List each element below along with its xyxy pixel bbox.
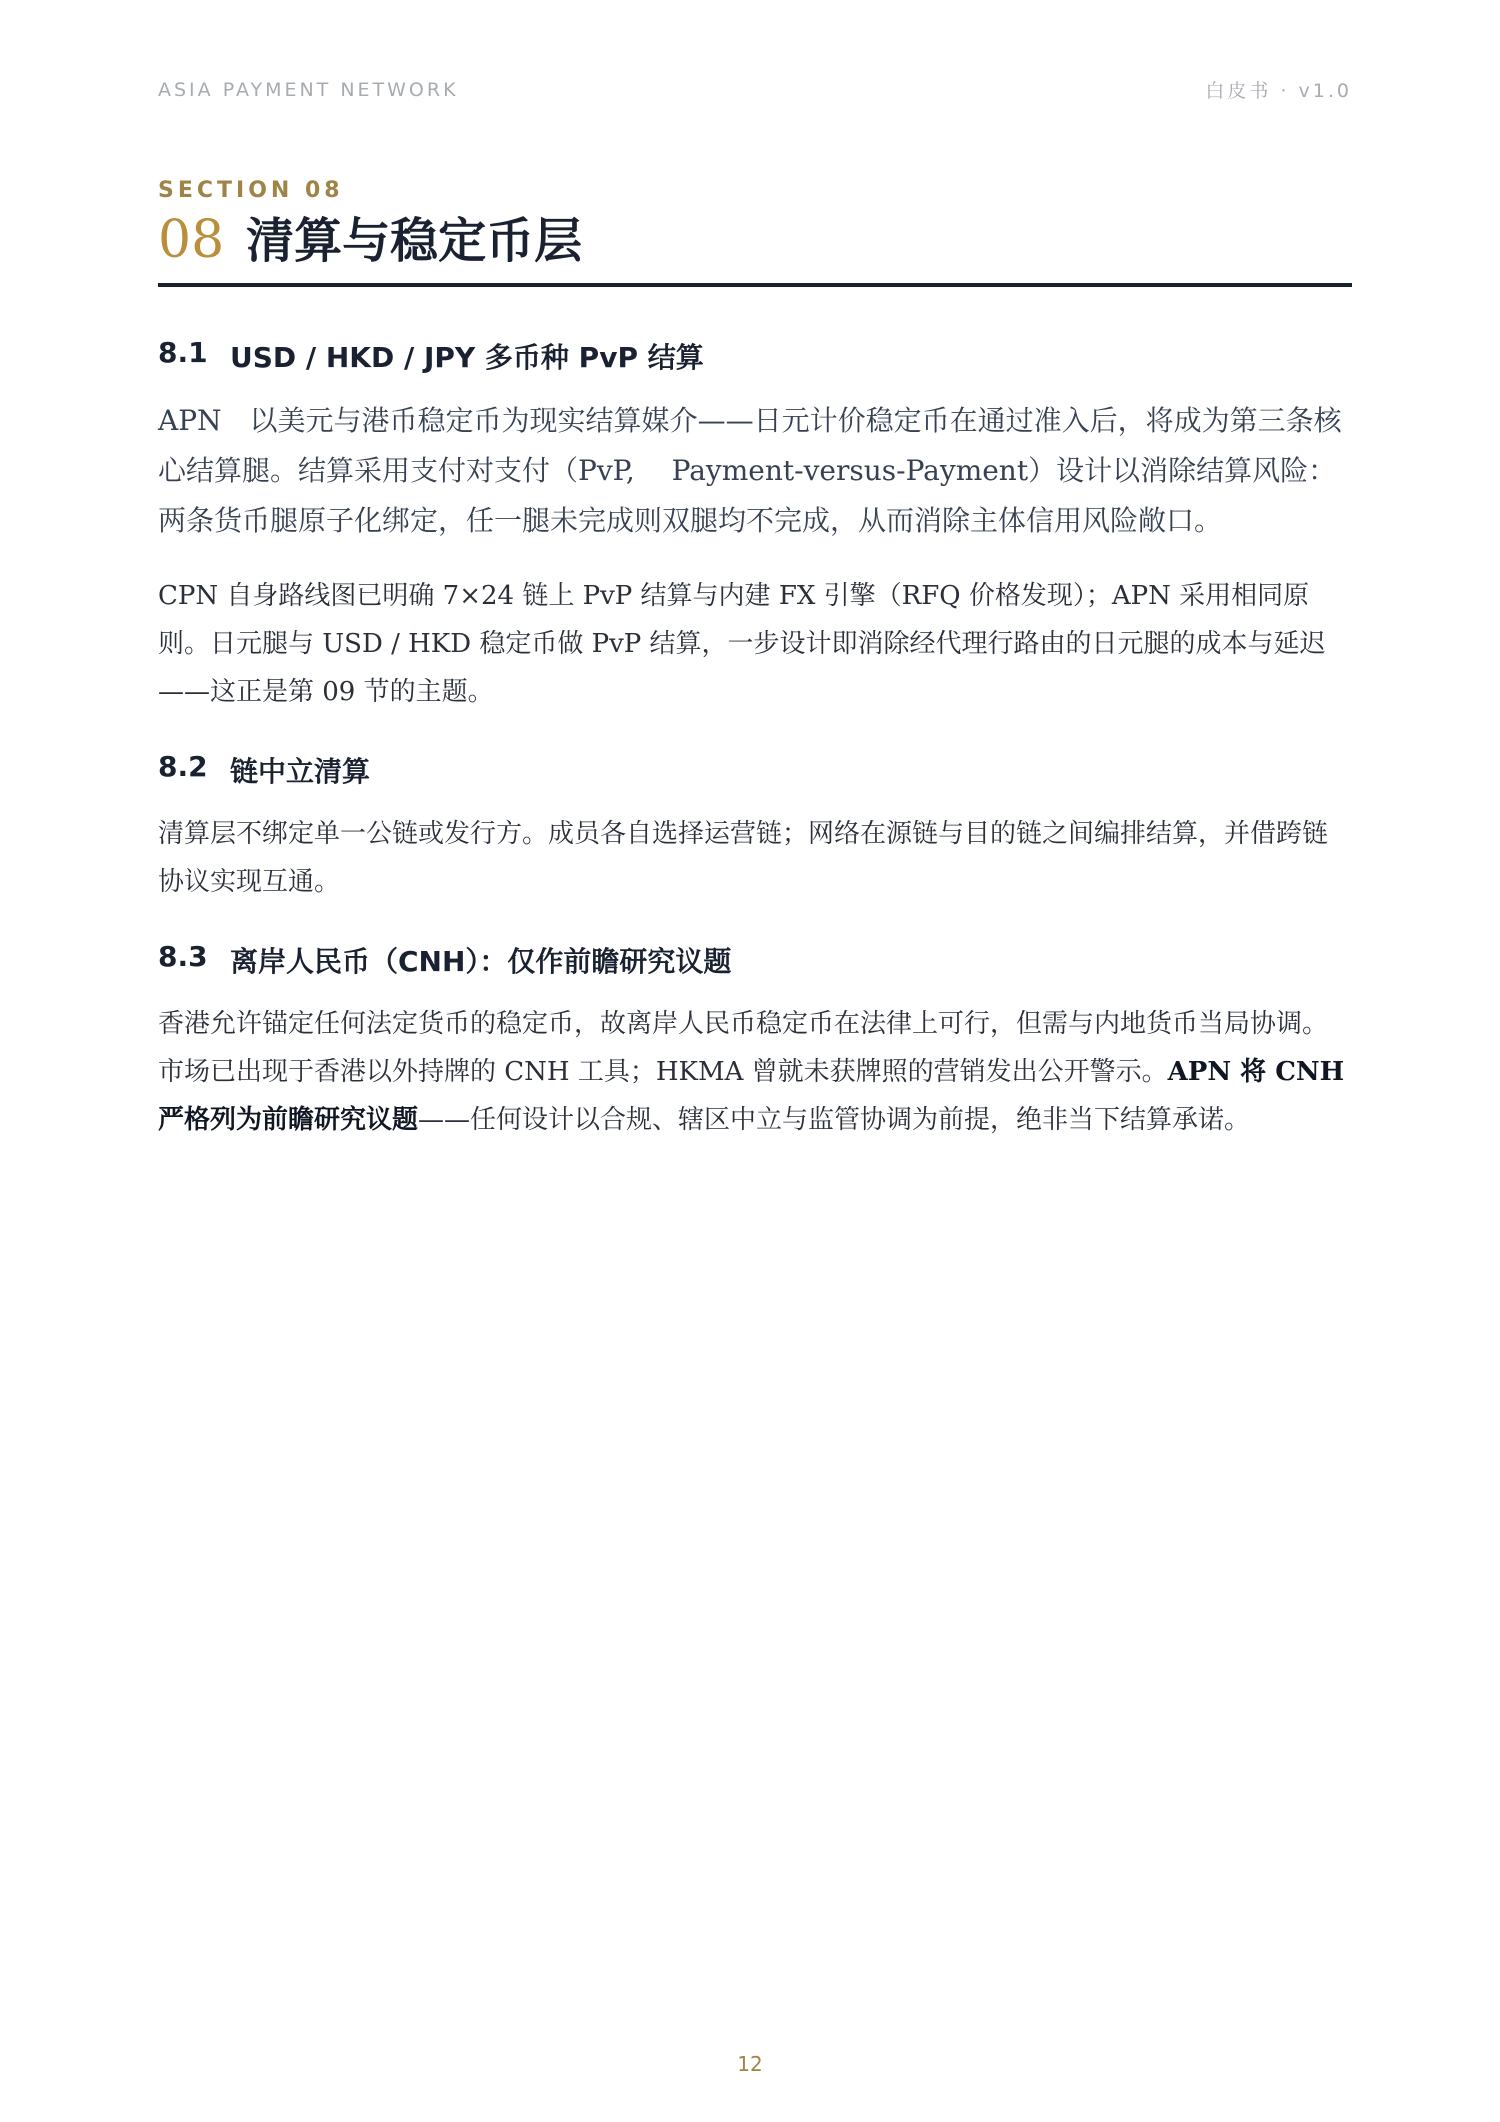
header-doc-version: 白皮书 · v1.0	[1205, 80, 1352, 102]
page-header	[158, 76, 1352, 103]
main-content	[158, 336, 1352, 1144]
subsection-8-1-paragraph-1: APN 以美元与港币稳定币为现实结算媒介——日元计价稳定币在通过准入后，将成为第三条核心结算腿。结算采用支付对支付（PvP, Payment-versus-Payment）设计以消除结算风险：两条货币腿原子化绑定，任一腿未完成则双腿均不完成，从而消除主体信用风险敞口。	[158, 404, 1342, 537]
paragraph-text: 香港允许锚定任何法定货币的稳定币，故离岸人民币稳定币在法律上可行，但需与内地货币当局协调。市场已出现于香港以外持牌的 CNH 工具；HKMA 曾就未获牌照的营销发出公开警示。	[158, 1009, 1329, 1087]
subsection-title: USD / HKD / JPY 多币种 PvP 结算	[230, 341, 704, 374]
section-title-line	[158, 211, 1352, 271]
subsection-number: 8.3	[158, 940, 208, 973]
section-heading	[158, 178, 1352, 287]
subsection-number: 8.2	[158, 750, 208, 783]
subsection-8-2-heading	[158, 750, 1352, 790]
section-eyebrow: SECTION 08	[158, 178, 344, 203]
subsection-title: 链中立清算	[230, 755, 371, 788]
section-title: 清算与稳定币层	[246, 213, 583, 269]
subsection-8-1-heading	[158, 336, 1352, 376]
subsection-8-1-paragraph-2: CPN 自身路线图已明确 7×24 链上 PvP 结算与内建 FX 引擎（RFQ 价格发现）；APN 采用相同原则。日元腿与 USD / HKD 稳定币做 PvP 结算，一步设计即消除经代理行路由的日元腿的成本与延迟——这正是第 09 节的主题。	[158, 581, 1326, 707]
header-org-name: ASIA PAYMENT NETWORK	[158, 78, 459, 101]
emphasis-text: APN 将 CNH 严格列为前瞻研究议题	[158, 1057, 1345, 1135]
section-number: 08	[158, 210, 225, 270]
subsection-8-3-heading	[158, 940, 1352, 980]
subsection-title: 离岸人民币（CNH）：仅作前瞻研究议题	[230, 945, 732, 978]
subsection-number: 8.1	[158, 336, 208, 369]
subsection-8-2-paragraph-1: 清算层不绑定单一公链或发行方。成员各自选择运营链；网络在源链与目的链之间编排结算，并借跨链协议实现互通。	[158, 819, 1329, 897]
page-number: 12	[737, 2052, 763, 2076]
paragraph-text: ——任何设计以合规、辖区中立与监管协调为前提，绝非当下结算承诺。	[418, 1105, 1251, 1135]
subsection-8-3-paragraph-1	[158, 1000, 1352, 1144]
